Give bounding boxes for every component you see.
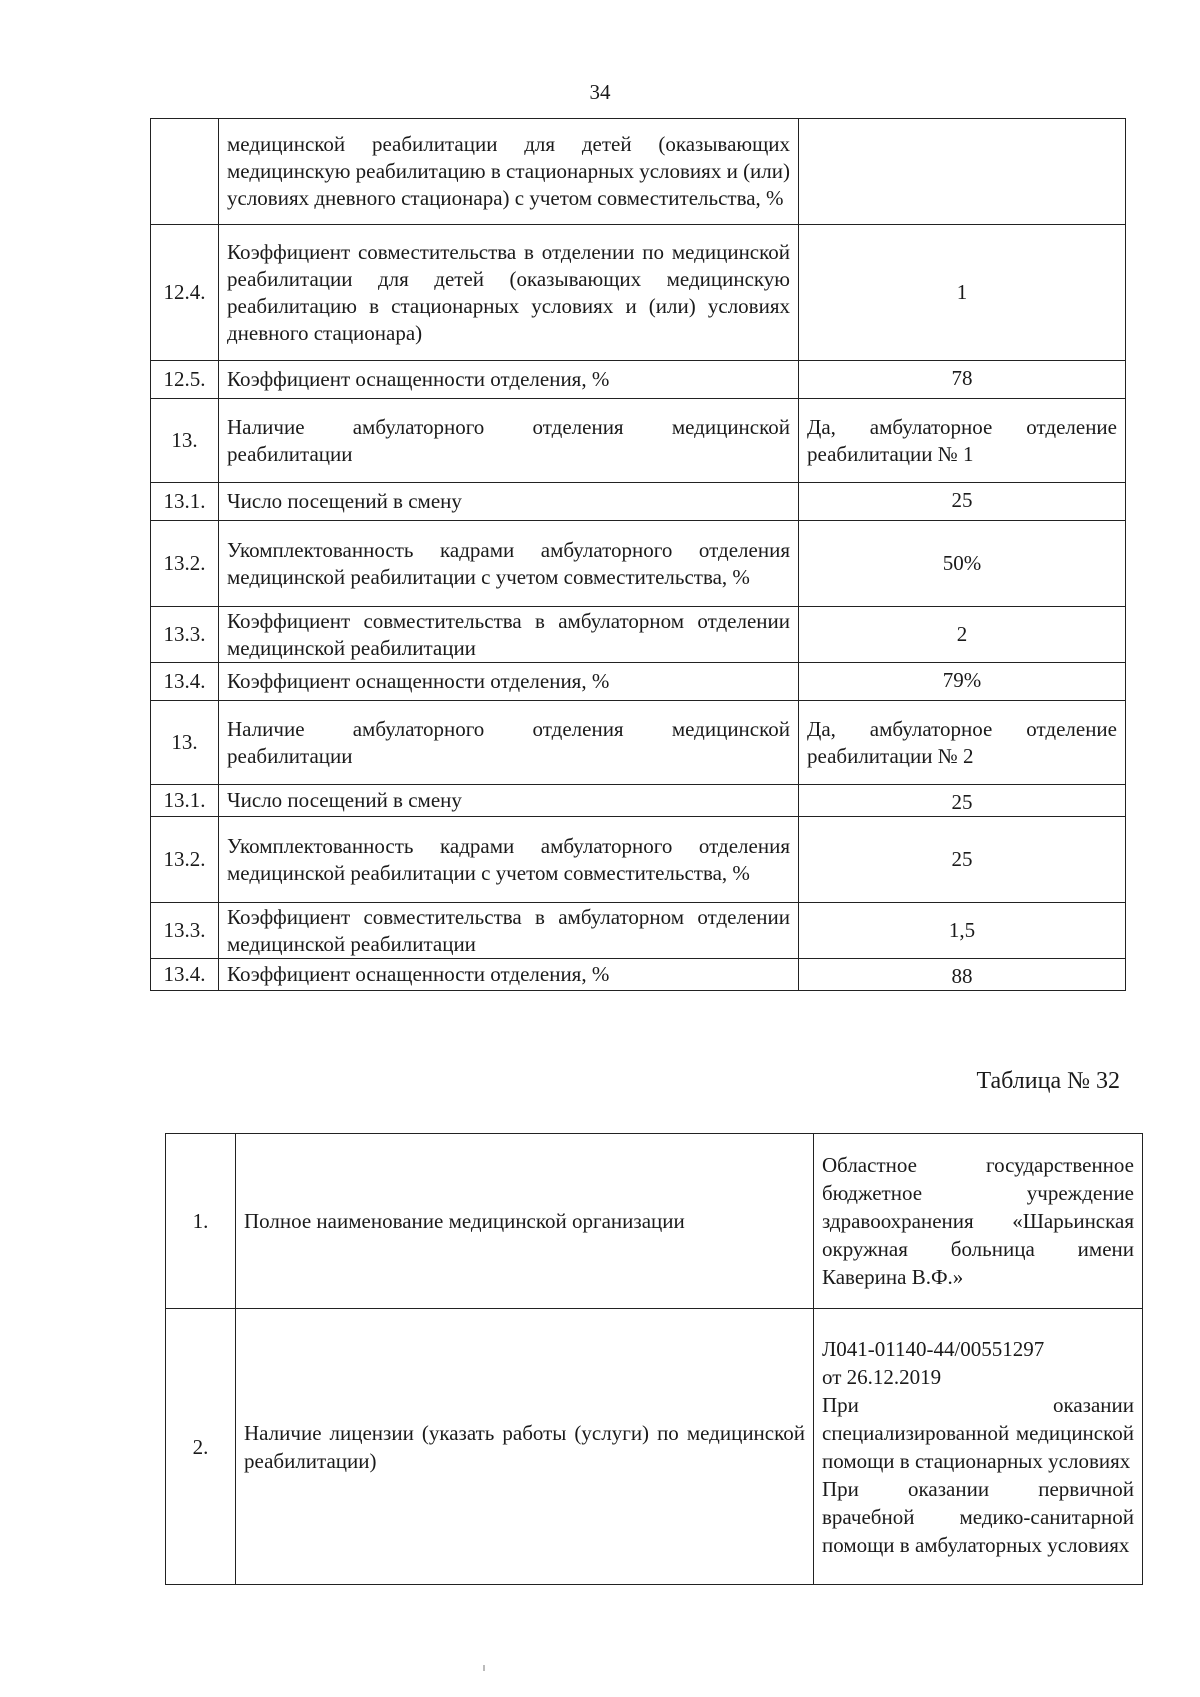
row-description: Наличие амбулаторного отделения медицинской реабилитации	[219, 701, 799, 785]
row-description: Коэффициент совместительства в амбулаторном отделении медицинской реабилитации	[219, 903, 799, 959]
row-number: 13.1.	[151, 483, 219, 521]
table-row	[151, 959, 1126, 991]
page-number: 34	[589, 80, 611, 104]
table-row	[166, 1309, 1143, 1585]
table-row	[151, 785, 1126, 817]
row-number: 2.	[166, 1309, 236, 1585]
table-caption: Таблица № 32	[976, 1068, 1120, 1094]
license-date: от 26.12.2019	[822, 1364, 942, 1389]
row-value: 25	[799, 817, 1126, 903]
row-number: 13.2.	[151, 817, 219, 903]
row-number	[151, 119, 219, 225]
row-number: 13.1.	[151, 785, 219, 817]
row-value: Областное государственное бюджетное учреждение здравоохранения «Шарьинская окружная больница имени Каверина В.Ф.»	[814, 1134, 1143, 1309]
row-number: 12.4.	[151, 225, 219, 361]
row-number: 13.3.	[151, 607, 219, 663]
row-number: 13.3.	[151, 903, 219, 959]
row-description: Коэффициент совместительства в отделении по медицинской реабилитации для детей (оказывающих медицинскую реабилитацию в стационарных условиях и (или) условиях дневного стационара)	[219, 225, 799, 361]
row-description: медицинской реабилитации для детей (оказывающих медицинскую реабилитацию в стационарных условиях и (или) условиях дневного стационара) с учетом совместительства, %	[219, 119, 799, 225]
row-value: 2	[799, 607, 1126, 663]
row-value: 78	[799, 361, 1126, 399]
row-value: 1,5	[799, 903, 1126, 959]
row-value: 50%	[799, 521, 1126, 607]
row-value: 1	[799, 225, 1126, 361]
row-value	[799, 119, 1126, 225]
table-row	[151, 521, 1126, 607]
table-row	[151, 119, 1126, 225]
table-row	[151, 483, 1126, 521]
table-row	[151, 399, 1126, 483]
organization-table	[165, 1133, 1143, 1585]
table-row	[166, 1134, 1143, 1309]
row-number: 13.	[151, 399, 219, 483]
row-description: Коэффициент оснащенности отделения, %	[219, 663, 799, 701]
row-description: Коэффициент совместительства в амбулаторном отделении медицинской реабилитации	[219, 607, 799, 663]
license-number: Л041-01140-44/00551297	[822, 1336, 1045, 1361]
row-number: 13.4.	[151, 663, 219, 701]
row-number: 13.	[151, 701, 219, 785]
row-number: 1.	[166, 1134, 236, 1309]
row-description: Число посещений в смену	[219, 785, 799, 817]
row-description: Число посещений в смену	[219, 483, 799, 521]
scan-artifact	[483, 1665, 485, 1671]
license-details	[814, 1309, 1143, 1585]
row-description: Коэффициент оснащенности отделения, %	[219, 361, 799, 399]
row-description: Полное наименование медицинской организации	[236, 1134, 814, 1309]
row-number: 13.2.	[151, 521, 219, 607]
row-value: 88	[799, 959, 1126, 991]
row-description: Коэффициент оснащенности отделения, %	[219, 959, 799, 991]
license-service: При оказании первичной врачебной медико-санитарной помощи в амбулаторных условиях	[822, 1476, 1134, 1557]
row-description: Наличие лицензии (указать работы (услуги) по медицинской реабилитации)	[236, 1309, 814, 1585]
table-row	[151, 607, 1126, 663]
row-value: 25	[799, 483, 1126, 521]
table-row	[151, 903, 1126, 959]
row-value: 79%	[799, 663, 1126, 701]
row-number: 13.4.	[151, 959, 219, 991]
table-row	[151, 361, 1126, 399]
row-description: Укомплектованность кадрами амбулаторного отделения медицинской реабилитации с учетом совместительства, %	[219, 521, 799, 607]
row-value: Да, амбулаторное отделение реабилитации № 2	[799, 701, 1126, 785]
indicators-table	[150, 118, 1126, 991]
table-row	[151, 225, 1126, 361]
license-service: При оказании специализированной медицинской помощи в стационарных условиях	[822, 1392, 1134, 1473]
row-description: Наличие амбулаторного отделения медицинской реабилитации	[219, 399, 799, 483]
row-number: 12.5.	[151, 361, 219, 399]
row-value: Да, амбулаторное отделение реабилитации № 1	[799, 399, 1126, 483]
table-row	[151, 701, 1126, 785]
table-row	[151, 663, 1126, 701]
row-description: Укомплектованность кадрами амбулаторного отделения медицинской реабилитации с учетом совместительства, %	[219, 817, 799, 903]
row-value: 25	[799, 785, 1126, 817]
table-row	[151, 817, 1126, 903]
